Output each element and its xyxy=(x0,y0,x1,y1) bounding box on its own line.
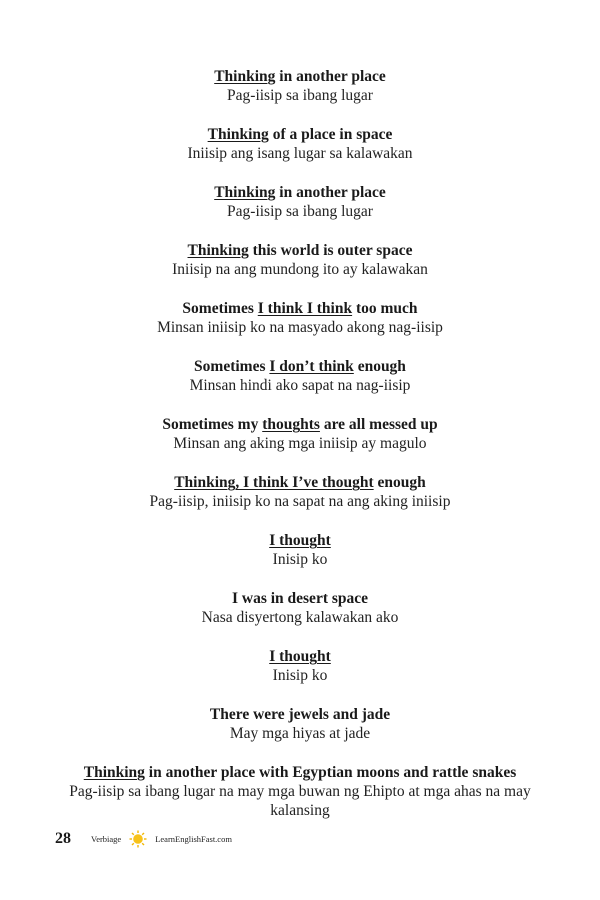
english-line: Sometimes my thoughts are all messed up xyxy=(162,416,438,433)
stanza xyxy=(0,299,600,337)
stanza xyxy=(0,415,600,453)
tagalog-line: Pag-iisip sa ibang lugar xyxy=(227,87,373,104)
poem-page xyxy=(0,67,600,840)
english-line: Thinking this world is outer space xyxy=(187,242,413,259)
tagalog-line: Minsan ang aking mga iniisip ay magulo xyxy=(173,435,427,452)
english-line: Thinking, I think I’ve thought enough xyxy=(174,474,426,491)
tagalog-line: Minsan iniisip ko na masyado akong nag-iisip xyxy=(157,319,443,336)
stanza xyxy=(0,531,600,569)
english-line: Thinking in another place xyxy=(214,68,386,85)
tagalog-line: Pag-iisip sa ibang lugar xyxy=(227,203,373,220)
english-line: I thought xyxy=(269,532,331,549)
tagalog-line: Nasa disyertong kalawakan ako xyxy=(201,609,399,626)
english-line: Thinking in another place with Egyptian moons and rattle snakes xyxy=(83,764,517,781)
tagalog-line: Inisip ko xyxy=(272,551,328,568)
tagalog-line: Pag-iisip sa ibang lugar na may mga buwan ng Ehipto at mga ahas na may kalansing xyxy=(69,783,531,819)
english-line: Sometimes I don’t think enough xyxy=(194,358,406,375)
stanza xyxy=(0,705,600,743)
stanza xyxy=(0,67,600,105)
stanza xyxy=(0,183,600,221)
english-line: Thinking in another place xyxy=(214,184,386,201)
english-line: I thought xyxy=(269,648,331,665)
stanza xyxy=(0,647,600,685)
brand-verbiage: Verbiage xyxy=(91,834,122,844)
tagalog-line: Minsan hindi ako sapat na nag-iisip xyxy=(189,377,411,394)
tagalog-line: Iniisip ang isang lugar sa kalawakan xyxy=(187,145,413,162)
sun-icon xyxy=(129,830,147,848)
stanza xyxy=(0,125,600,163)
stanza xyxy=(0,589,600,627)
tagalog-line: Inisip ko xyxy=(272,667,328,684)
stanza xyxy=(0,357,600,395)
english-line: Thinking of a place in space xyxy=(207,126,393,143)
stanza xyxy=(0,241,600,279)
english-line: There were jewels and jade xyxy=(209,706,391,723)
page-footer xyxy=(55,830,232,848)
tagalog-line: May mga hiyas at jade xyxy=(229,725,371,742)
english-line: Sometimes I think I think too much xyxy=(182,300,418,317)
tagalog-line: Pag-iisip, iniisip ko na sapat na ang aking iniisip xyxy=(149,493,451,510)
tagalog-line: Iniisip na ang mundong ito ay kalawakan xyxy=(172,261,428,278)
brand-website: LearnEnglishFast.com xyxy=(155,834,232,844)
stanza xyxy=(0,473,600,511)
english-line: I was in desert space xyxy=(231,590,369,607)
stanza xyxy=(0,763,600,820)
page-number: 28 xyxy=(55,830,71,847)
